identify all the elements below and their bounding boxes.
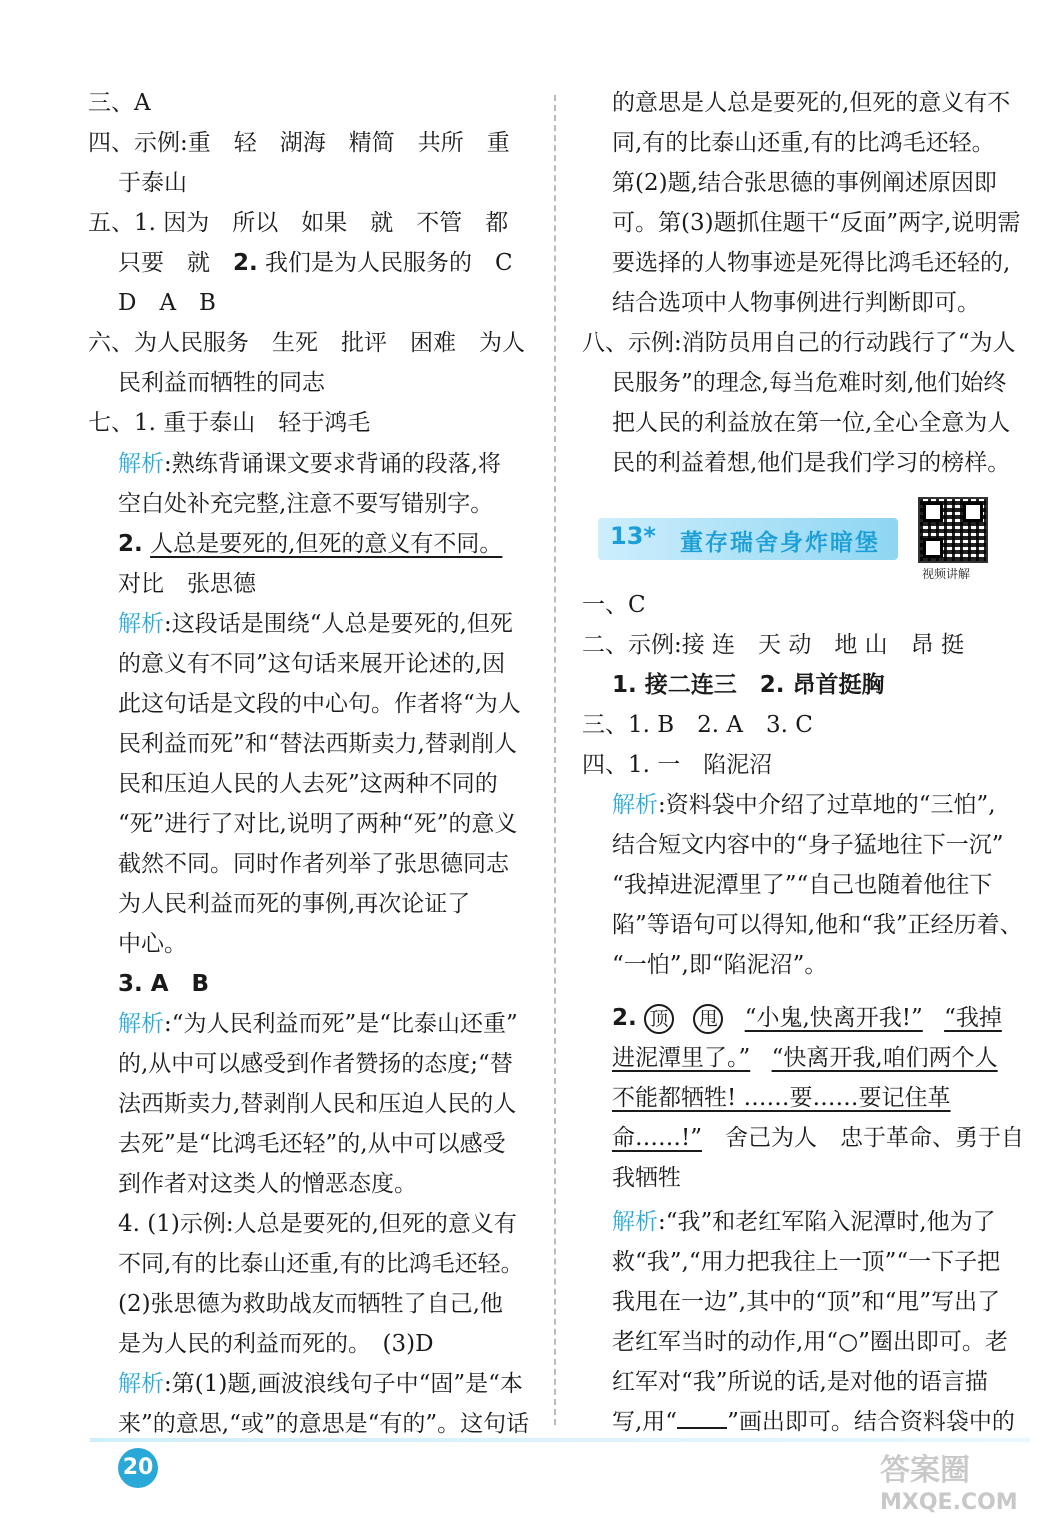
question-2-line3: 不能都牺牲! ……要……要记住革 xyxy=(612,1085,951,1111)
answer-ba-line1: 八、示例:消防员用自己的行动践行了“为人 xyxy=(582,330,1016,356)
analysis-2-line3: 此这句话是文段的中心句。作者将“为人 xyxy=(118,691,521,717)
analysis-text: :熟练背诵课文要求背诵的段落,将 xyxy=(164,451,502,477)
analysis-3-line2: 的,从中可以感受到作者赞扬的态度;“替 xyxy=(118,1051,513,1077)
question-4-line2: 不同,有的比泰山还重,有的比鸿毛还轻。 xyxy=(118,1251,524,1277)
question-number: 2. xyxy=(233,250,258,276)
answer-er-line1: 二、示例:接 连 天 动 地 山 昂 挺 xyxy=(582,632,964,658)
qr-caption: 视频讲解 xyxy=(922,567,971,581)
analysis-s1-line4: 陷”等语句可以得知,他和“我”正经历着、 xyxy=(612,912,1023,938)
answer-yi: 一、C xyxy=(582,592,646,618)
analysis-cont-line3: 第(2)题,结合张思德的事例阐述原因即 xyxy=(612,170,997,196)
analysis-text: :“我”和老红军陷入泥潭时,他为了 xyxy=(658,1209,996,1235)
analysis-cont-line4: 可。第(3)题抓住题干“反面”两字,说明需 xyxy=(612,210,1021,236)
analysis-label: 解析 xyxy=(118,1011,164,1037)
analysis-label: 解析 xyxy=(612,792,658,818)
answer-san: 三、A xyxy=(88,90,151,116)
question-2-line4 xyxy=(612,1123,1024,1153)
analysis-text: :这段话是围绕“人总是要死的,但死 xyxy=(164,611,513,637)
analysis-s2-line2: 救“我”,“用力把我往上一顶”“一下子把 xyxy=(612,1249,1001,1275)
qr-finder xyxy=(923,502,943,522)
analysis-s2-line6 xyxy=(612,1407,1015,1437)
analysis-1-line2: 空白处补充完整,注意不要写错别字。 xyxy=(118,491,494,517)
lesson-number: 13* xyxy=(610,522,656,550)
analysis-2-line5: 民和压迫人民的人去死”这两种不同的 xyxy=(118,771,498,797)
circled-char: 甩 xyxy=(693,1004,723,1034)
underlined-sentence: 人总是要死的,但死的意义有不同。 xyxy=(150,531,503,557)
analysis-3-line4: 去死”是“比鸿毛还轻”的,从中可以感受 xyxy=(118,1131,506,1157)
analysis-text: :“为人民利益而死”是“比泰山还重” xyxy=(164,1011,518,1037)
answer-ba-line3: 把人民的利益放在第一位,全心全意为人 xyxy=(612,410,1011,436)
analysis-cont-line2: 同,有的比泰山还重,有的比鸿毛还轻。 xyxy=(612,130,995,156)
analysis-label: 解析 xyxy=(118,611,164,637)
answer-san: 三、1. B 2. A 3. C xyxy=(582,712,813,738)
underlined-quote: “小鬼,快离开我!” xyxy=(744,1005,923,1031)
analysis-s1-line2: 结合短文内容中的“身子猛地往下一沉” xyxy=(612,832,1004,858)
column-divider xyxy=(554,95,556,1425)
question-number: 2. xyxy=(612,1005,637,1031)
underlined-quote: “快离开我,咱们两个人 xyxy=(771,1045,998,1071)
question-2-line1 xyxy=(612,1003,1002,1034)
underlined-quote: 进泥潭里了。” xyxy=(612,1045,751,1071)
qr-finder xyxy=(963,502,983,522)
analysis-s1-line1 xyxy=(612,790,996,820)
text: 写,用“ xyxy=(612,1409,678,1435)
question-2-line5: 我牺牲 xyxy=(612,1165,681,1191)
text: ”画出即可。结合资料袋中的 xyxy=(727,1409,1015,1435)
answer-ba-line4: 民的利益着想,他们是我们学习的榜样。 xyxy=(612,450,1011,476)
lesson-banner xyxy=(598,518,898,560)
footer-rule xyxy=(90,1438,1030,1442)
analysis-1-line1 xyxy=(118,449,501,479)
answer-si-line1: 四、示例:重 轻 湖海 精简 共所 重 xyxy=(88,130,510,156)
answer-wu-line3: D A B xyxy=(118,290,216,316)
blank-line xyxy=(677,1409,727,1429)
answer-er-line2: 1. 接二连三 2. 昂首挺胸 xyxy=(612,672,885,698)
answer-wu-line2 xyxy=(118,248,513,278)
question-4-line4: 是为人民的利益而死的。 (3)D xyxy=(118,1331,434,1357)
analysis-text: :资料袋中介绍了过草地的“三怕”, xyxy=(658,792,996,818)
analysis-2-line1 xyxy=(118,609,513,639)
analysis-2-line7: 截然不同。同时作者列举了张思德同志 xyxy=(118,851,509,877)
question-2-answer: 对比 张思德 xyxy=(118,571,256,597)
qr-code-icon[interactable] xyxy=(918,497,988,563)
answer-si-line2: 于泰山 xyxy=(118,170,187,196)
analysis-4-line2: 来”的意思,“或”的意思是“有的”。这句话 xyxy=(118,1411,530,1437)
answer-ba-line2: 民服务”的理念,每当危难时刻,他们始终 xyxy=(612,370,1007,396)
watermark-logo: 答案圈 xyxy=(880,1453,970,1488)
answer-liu-line2: 民利益而牺牲的同志 xyxy=(118,370,325,396)
analysis-s2-line5: 红军对“我”所说的话,是对他的语言描 xyxy=(612,1369,988,1395)
answer-qi-line1: 七、1. 重于泰山 轻于鸿毛 xyxy=(88,410,371,436)
analysis-3-line5: 到作者对这类人的憎恶态度。 xyxy=(118,1171,417,1197)
question-number: 2. xyxy=(118,531,143,557)
question-3-answer: 3. A B xyxy=(118,971,210,997)
answer-liu-line1: 六、为人民服务 生死 批评 困难 为人 xyxy=(88,330,525,356)
analysis-text: :第(1)题,画波浪线句子中“固”是“本 xyxy=(164,1371,523,1397)
question-2-line2 xyxy=(612,1043,998,1073)
analysis-label: 解析 xyxy=(118,451,164,477)
watermark-url: MXQE.COM xyxy=(880,1490,1018,1515)
analysis-s1-line3: “我掉进泥潭里了”“自己也随着他往下 xyxy=(612,872,993,898)
analysis-4-line1 xyxy=(118,1369,523,1399)
analysis-3-line1 xyxy=(118,1009,518,1039)
analysis-s1-line5: “一怕”,即“陷泥沼”。 xyxy=(612,952,828,978)
analysis-s2-line1 xyxy=(612,1207,996,1237)
analysis-label: 解析 xyxy=(118,1371,164,1397)
analysis-cont-line5: 要选择的人物事迹是死得比鸿毛还轻的, xyxy=(612,250,1011,276)
question-4-line1: 4. (1)示例:人总是要死的,但死的意义有 xyxy=(118,1211,517,1237)
text: 只要 就 xyxy=(118,250,233,276)
underlined-quote: “我掉 xyxy=(944,1005,1002,1031)
analysis-2-line4: 民利益而死”和“替法西斯卖力,替剥削人 xyxy=(118,731,517,757)
analysis-3-line3: 法西斯卖力,替剥削人民和压迫人民的人 xyxy=(118,1091,517,1117)
question-4-line3: (2)张思德为救助战友而牺牲了自己,他 xyxy=(118,1291,503,1317)
analysis-s2-line3: 我甩在一边”,其中的“顶”和“甩”写出了 xyxy=(612,1289,1001,1315)
analysis-2-line6: “死”进行了对比,说明了两种“死”的意义 xyxy=(118,811,518,837)
answer-text: 舍己为人 忠于革命、勇于自 xyxy=(702,1125,1025,1151)
circled-char: 顶 xyxy=(644,1004,674,1034)
text: 我们是为人民服务的 C xyxy=(257,250,513,276)
analysis-s2-line4: 老红军当时的动作,用“○”圈出即可。老 xyxy=(612,1329,1008,1355)
analysis-cont-line1: 的意思是人总是要死的,但死的意义有不 xyxy=(612,90,1011,116)
underlined-quote: 命……!” xyxy=(612,1125,703,1151)
analysis-2-line8: 为人民利益而死的事例,再次论证了 xyxy=(118,891,471,917)
analysis-cont-line6: 结合选项中人物事例进行判断即可。 xyxy=(612,290,980,316)
qr-finder xyxy=(923,538,943,558)
analysis-2-line9: 中心。 xyxy=(118,931,187,957)
answer-wu-line1: 五、1. 因为 所以 如果 就 不管 都 xyxy=(88,210,509,236)
page-number: 20 xyxy=(118,1448,158,1488)
analysis-label: 解析 xyxy=(612,1209,658,1235)
analysis-2-line2: 的意义有不同”这句话来展开论述的,因 xyxy=(118,651,506,677)
question-2-sentence xyxy=(118,529,502,559)
lesson-title: 董存瑞舍身炸暗堡 xyxy=(680,530,880,556)
answer-si-line1: 四、1. 一 陷泥沼 xyxy=(582,752,773,778)
